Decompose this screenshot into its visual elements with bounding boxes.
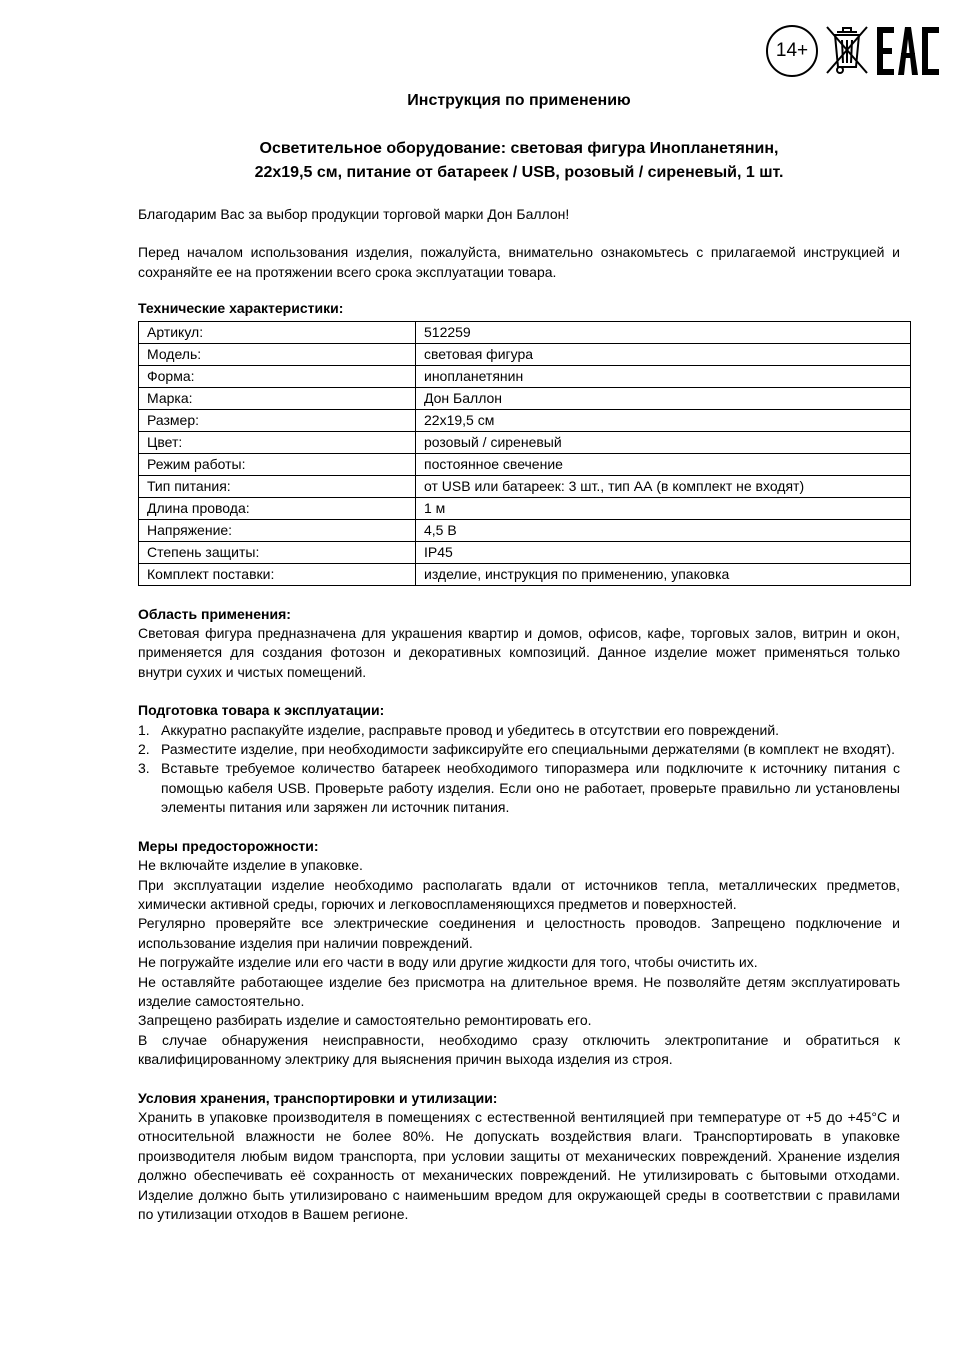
safety-heading: Меры предосторожности: (138, 837, 319, 854)
instruction-document (138, 90, 900, 1224)
spec-row (139, 387, 911, 409)
thanks-paragraph: Благодарим Вас за выбор продукции торговой марки Дон Баллон! (138, 206, 570, 222)
spec-value: IP45 (416, 541, 911, 563)
spec-value: световая фигура (416, 343, 911, 365)
prep-step-number: 1. (138, 721, 150, 738)
prep-step (138, 759, 900, 817)
prep-step (138, 740, 900, 759)
safety-paragraph: Не погружайте изделие или его части в воду или другие жидкости для того, чтобы очистить их. (138, 954, 758, 971)
spec-key: Режим работы: (139, 453, 416, 475)
spec-row (139, 497, 911, 519)
safety-paragraph: При эксплуатации изделие необходимо располагать вдали от источников тепла, металлических предметов, химически активной среды, горючих и легковоспламеняющихся предметов и поверхностей. (138, 876, 900, 912)
prep-step-number: 3. (138, 760, 150, 777)
safety-paragraph: Регулярно проверяйте все электрические соединения и целостность проводов. Запрещено подключение и использование изделия при наличии повреждений. (138, 915, 900, 951)
specs-heading: Технические характеристики: (138, 300, 344, 317)
safety-paragraph: Не оставляйте работающее изделие без присмотра на длительное время. Не позволяйте детям эксплуатировать изделие самостоятельно. (138, 973, 900, 1009)
spec-key: Размер: (139, 409, 416, 431)
eac-logo (877, 25, 939, 77)
document-title: Инструкция по применению (407, 92, 631, 109)
spec-key: Комплект поставки: (139, 563, 416, 585)
area-heading: Область применения: (138, 605, 291, 622)
spec-row (139, 453, 911, 475)
prep-step-number: 2. (138, 741, 150, 758)
spec-row (139, 541, 911, 563)
before-use-paragraph: Перед началом использования изделия, пожалуйста, внимательно ознакомьтесь с прилагаемой инструкцией и сохраняйте ее на протяжении всего срока эксплуатации товара. (138, 244, 900, 280)
spec-row (139, 431, 911, 453)
spec-value: инопланетянин (416, 365, 911, 387)
product-title (138, 137, 900, 185)
spec-key: Цвет: (139, 431, 416, 453)
product-title-line-2: 22x19,5 см, питание от батареек / USB, розовый / сиреневый, 1 шт. (254, 164, 784, 181)
storage-heading: Условия хранения, транспортировки и утилизации: (138, 1089, 498, 1106)
spec-value: 512259 (416, 321, 911, 343)
spec-row (139, 409, 911, 431)
area-paragraph: Световая фигура предназначена для украшения квартир и домов, офисов, кафе, торговых залов, витрин и окон, применяется для создания фотозон и декоративных композиций. Данное изделие может применяться только внутри сухих и чистых помещений. (138, 625, 900, 680)
spec-value: Дон Баллон (416, 387, 911, 409)
prep-heading: Подготовка товара к эксплуатации: (138, 702, 385, 719)
spec-row (139, 365, 911, 387)
spec-key: Тип питания: (139, 475, 416, 497)
spec-value: постоянное свечение (416, 453, 911, 475)
spec-value: 4,5 В (416, 519, 911, 541)
crossed-out-wheelie-bin-icon (823, 23, 871, 79)
prep-step (138, 721, 900, 740)
product-title-line-1: Осветительное оборудование: световая фигура Инопланетянин, (259, 140, 779, 157)
safety-paragraph: Запрещено разбирать изделие и самостоятельно ремонтировать его. (138, 1012, 592, 1029)
age-rating-badge (766, 25, 818, 77)
spec-row (139, 475, 911, 497)
age-rating-label: 14+ (775, 40, 809, 61)
spec-value: изделие, инструкция по применению, упаковка (416, 563, 911, 585)
spec-key: Артикул: (139, 321, 416, 343)
prep-step-text: Разместите изделие, при необходимости зафиксируйте его специальными держателями (в комплект не входят). (161, 741, 896, 758)
storage-paragraph: Хранить в упаковке производителя в помещениях с естественной вентиляцией при температуре от +5 до +45°С и относительной влажности не более 80%. Не допускать воздействия влаги. Транспортировать в упаковке производителя любым видом транспорта, при условии защиты от механических повреждений. Хранение изделия должно обеспечивать её сохранность от механических повреждений. Не утилизировать с бытовыми отходами. Изделие должно быть утилизировано с наименьшим вредом для окружающей среды в соответствии с правилами по утилизации отходов в Вашем регионе. (138, 1108, 900, 1222)
spec-value: 22x19,5 см (416, 409, 911, 431)
prep-list (138, 721, 900, 818)
spec-key: Степень защиты: (139, 541, 416, 563)
spec-row (139, 321, 911, 343)
spec-key: Напряжение: (139, 519, 416, 541)
spec-value: розовый / сиреневый (416, 431, 911, 453)
safety-text (138, 856, 900, 1069)
safety-paragraph: Не включайте изделие в упаковке. (138, 857, 363, 874)
certification-marks (766, 22, 939, 80)
prep-step-text: Аккуратно распакуйте изделие, расправьте провод и убедитесь в отсутствии его повреждений. (161, 721, 780, 738)
spec-row (139, 343, 911, 365)
spec-value: от USB или батареек: 3 шт., тип АА (в комплект не входят) (416, 475, 911, 497)
prep-step-text: Вставьте требуемое количество батареек необходимого типоразмера или подключите к источнику питания с помощью кабеля USB. Проверьте работу изделия. Если оно не работает, проверьте правильно ли установлены элементы питания или заряжен ли источник питания. (161, 760, 900, 816)
spec-key: Форма: (139, 365, 416, 387)
spec-value: 1 м (416, 497, 911, 519)
safety-paragraph: В случае обнаружения неисправности, необходимо сразу отключить электропитание и обратиться к квалифицированному электрику для выяснения причин выхода изделия из строя. (138, 1031, 900, 1068)
spec-key: Длина провода: (139, 497, 416, 519)
spec-key: Модель: (139, 343, 416, 365)
specs-table (138, 321, 911, 586)
spec-row (139, 563, 911, 585)
spec-key: Марка: (139, 387, 416, 409)
spec-row (139, 519, 911, 541)
